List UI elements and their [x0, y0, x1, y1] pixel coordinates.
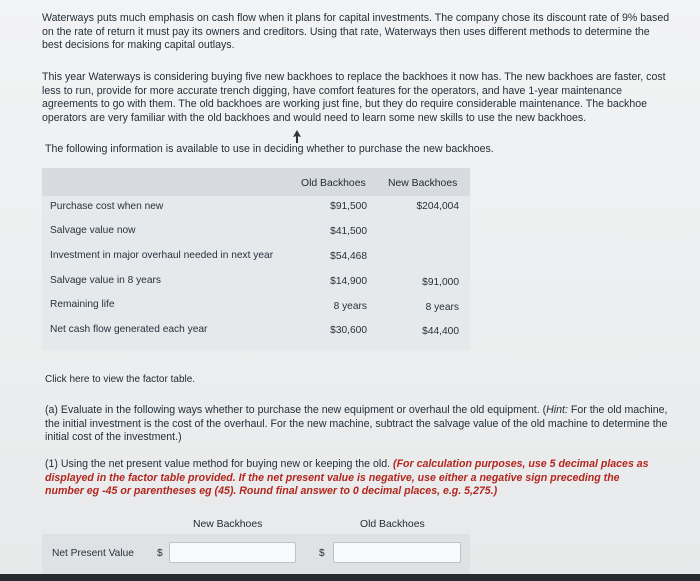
cell-old-salvage-8yrs: $14,900	[330, 276, 367, 287]
part-a-prefix: (a) Evaluate in the following ways whether to purchase the new equipment or overhaul the old equipment. (	[45, 404, 547, 416]
column-header-old: Old Backhoes	[301, 178, 366, 189]
cell-old-remaining-life: 8 years	[333, 301, 367, 312]
column-header-new: New Backhoes	[388, 178, 458, 189]
npv-row-label: Net Present Value	[52, 548, 134, 559]
part-1-prefix: (1) Using the net present value method for buying new or keeping the old.	[45, 458, 394, 470]
cell-new-net-cash-flow: $44,400	[422, 326, 459, 337]
row-label-overhaul: Investment in major overhaul needed in next year	[50, 250, 274, 261]
row-label-net-cash-flow: Net cash flow generated each year	[50, 324, 208, 335]
cell-old-purchase-cost: $91,500	[330, 201, 367, 212]
row-label-salvage-now: Salvage value now	[50, 225, 136, 236]
row-label-remaining-life: Remaining life	[50, 299, 115, 310]
hint-text: For the old machine, the initial investment is the cost of the overhaul. For the new machine, subtract the salvage value of the old machine to determine the initial cost of the investment.)	[45, 404, 668, 444]
cell-new-purchase-cost: $204,004	[416, 201, 459, 212]
part-a-instructions	[45, 404, 670, 445]
cell-old-net-cash-flow: $30,600	[330, 325, 367, 336]
row-label-purchase-cost: Purchase cost when new	[50, 201, 164, 212]
cell-new-remaining-life: 8 years	[425, 302, 459, 313]
row-label-salvage-8yrs: Salvage value in 8 years	[50, 275, 161, 286]
dollar-sign-old: $	[319, 548, 325, 559]
cell-old-salvage-now: $41,500	[330, 226, 367, 237]
cell-old-overhaul: $54,468	[330, 251, 367, 262]
bottom-bar	[0, 574, 700, 581]
dollar-sign-new: $	[157, 548, 163, 559]
factor-table-link[interactable]: Click here to view the factor table.	[45, 374, 196, 385]
answer-header-old: Old Backhoes	[360, 519, 425, 530]
intro-paragraph: Waterways puts much emphasis on cash flow when it plans for capital investments. The company chose its discount rate of 9% based on the rate of return it must pay its owners and creditors. Using that rate, Waterways then uses different methods to determine the best decisions for making capital outlays.	[42, 12, 670, 52]
npv-old-backhoes-input[interactable]	[333, 542, 461, 563]
cell-new-salvage-8yrs: $91,000	[422, 277, 459, 288]
info-line: The following information is available to use in deciding whether to purchase the new backhoes.	[45, 143, 494, 155]
part-1-instructions	[45, 458, 655, 499]
calculation-instructions: (For calculation purposes, use 5 decimal places as displayed in the factor table provided. If the net present value is negative, use either a negative sign preceding the number eg -45 or parentheses eg (45). Round final answer to 0 decimal places, e.g. 5,275.)	[45, 458, 649, 498]
npv-new-backhoes-input[interactable]	[169, 542, 296, 563]
hint-label: Hint:	[546, 404, 568, 416]
scenario-paragraph: This year Waterways is considering buying five new backhoes to replace the backhoes it now has. The new backhoes are faster, cost less to run, provide for more accurate trench digging, have comfort features for the operators, and have 1-year maintenance agreements to go with them. The old backhoes are working just fine, but they do require considerable maintenance. The backhoe operators are very familiar with the old backhoes and would need to learn some new skills to use the new backhoes.	[42, 71, 666, 124]
mouse-pointer-icon	[292, 130, 302, 143]
answer-header-new: New Backhoes	[193, 519, 263, 530]
